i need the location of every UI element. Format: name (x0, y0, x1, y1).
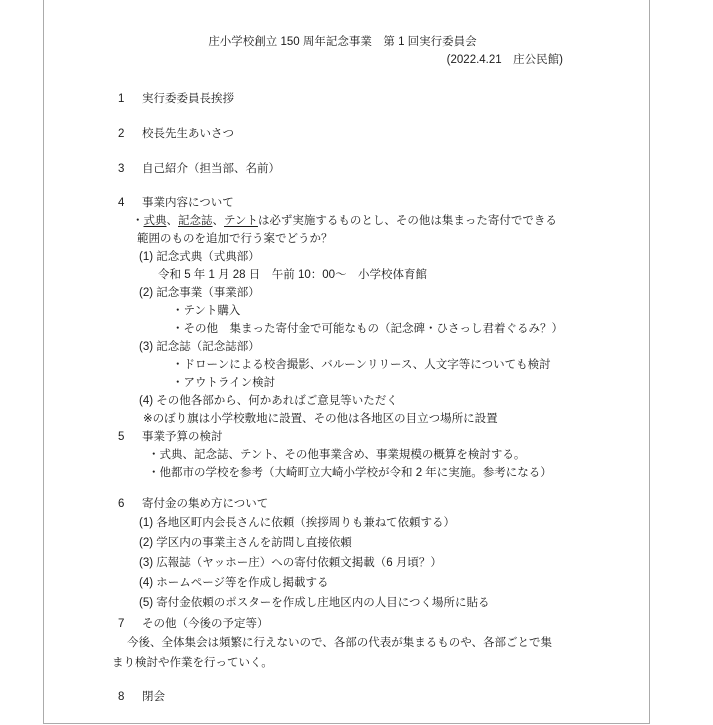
item6-subitem-1: (1) 各地区町内会長さんに依頼（挨拶周りも兼ねて依頼する） (139, 517, 455, 529)
item-number: 2 (118, 128, 125, 140)
item-number: 1 (118, 93, 125, 105)
item-number: 7 (118, 618, 125, 630)
item4-subitem-3-bullet-1: ・ドローンによる校舎撮影、バルーンリリース、人文字等についても検討 (172, 359, 551, 371)
item4-subitem-1: (1) 記念式典（式典部） (139, 251, 260, 263)
item-label: その他（今後の予定等） (142, 618, 269, 630)
item4-subitem-2: (2) 記念事業（事業部） (139, 287, 260, 299)
item-number: 3 (118, 163, 125, 175)
underlined-term-shikiten: 式典 (143, 215, 167, 227)
underlined-term-tent: テント (224, 215, 258, 227)
item6-subitem-4: (4) ホームページ等を作成し掲載する (139, 577, 329, 589)
item-label: 自己紹介（担当部、名前） (142, 163, 280, 175)
intro-separator: 、 (166, 215, 178, 227)
item5-bullet-1: ・式典、記念誌、テント、その他事業含め、事業規模の概算を検討する。 (148, 449, 526, 461)
underlined-term-kinenshi: 記念誌 (178, 215, 213, 227)
item-number: 5 (118, 431, 125, 443)
item4-subitem-3-bullet-2: ・アウトライン検討 (172, 377, 276, 389)
item4-subitem-2-bullet-2: ・その他 集まった寄付金で可能なもの（記念碑・ひさっし君着ぐるみ？） (172, 323, 563, 335)
document-title: 庄小学校創立 150 周年記念事業 第 1 回実行委員会 (208, 36, 477, 48)
item5-bullet-2: ・他都市の学校を参考（大崎町立大崎小学校が令和 2 年に実施。参考になる） (148, 467, 552, 479)
agenda-item-7 (112, 615, 573, 633)
item4-subitem-3: (3) 記念誌（記念誌部） (139, 341, 260, 353)
item4-subitem-2-bullet-1: ・テント購入 (172, 305, 241, 317)
item7-paragraph-line-2: まり検討や作業を行っていく。 (112, 657, 273, 669)
item7-paragraph-line-1: 今後、全体集会は頻繁に行えないので、各部の代表が集まるものや、各部ごとで集 (127, 637, 553, 649)
item-label: 閉会 (142, 691, 165, 703)
agenda-item-4 (112, 194, 573, 212)
document-content (112, 33, 573, 706)
item4-subitem-4: (4) その他各部から、何かあればご意見等いただく (139, 395, 398, 407)
item-label: 寄付金の集め方について (142, 498, 269, 510)
agenda-item-1 (112, 90, 573, 108)
agenda-item-8 (112, 688, 573, 706)
item4-note: ※のぼり旗は小学校敷地に設置、その他は各地区の目立つ場所に設置 (143, 413, 498, 425)
item4-intro-continuation: 範囲のものを追加で行う案でどうか？ (137, 233, 333, 245)
item4-subitem-1-detail: 令和 5 年 1 月 28 日 午前 10：00～ 小学校体育館 (158, 269, 428, 281)
agenda-item-6 (112, 495, 573, 513)
item-number: 8 (118, 691, 125, 703)
item-label: 事業予算の検討 (142, 431, 223, 443)
intro-rest: は必ず実施するものとし、その他は集まった寄付でできる (257, 215, 557, 227)
document-date-venue: (2022.4.21 庄公民館) (446, 54, 563, 66)
agenda-item-2 (112, 125, 573, 143)
item4-intro-line (112, 212, 573, 230)
item-label: 校長先生あいさつ (142, 128, 234, 140)
item-number: 4 (118, 197, 125, 209)
agenda-item-5 (112, 428, 573, 446)
intro-bullet: ・ (132, 215, 144, 227)
agenda-item-3 (112, 160, 573, 178)
item-label: 実行委委員長挨拶 (142, 93, 234, 105)
item-number: 6 (118, 498, 125, 510)
item6-subitem-2: (2) 学区内の事業主さんを訪問し直接依頼 (139, 537, 352, 549)
item-label: 事業内容について (142, 197, 234, 209)
intro-separator: 、 (212, 215, 224, 227)
item6-subitem-5: (5) 寄付金依頼のポスターを作成し庄地区内の人目につく場所に貼る (139, 597, 490, 609)
item6-subitem-3: (3) 広報誌（ヤッホー庄）への寄付依頼文掲載（6 月頃？） (139, 557, 442, 569)
